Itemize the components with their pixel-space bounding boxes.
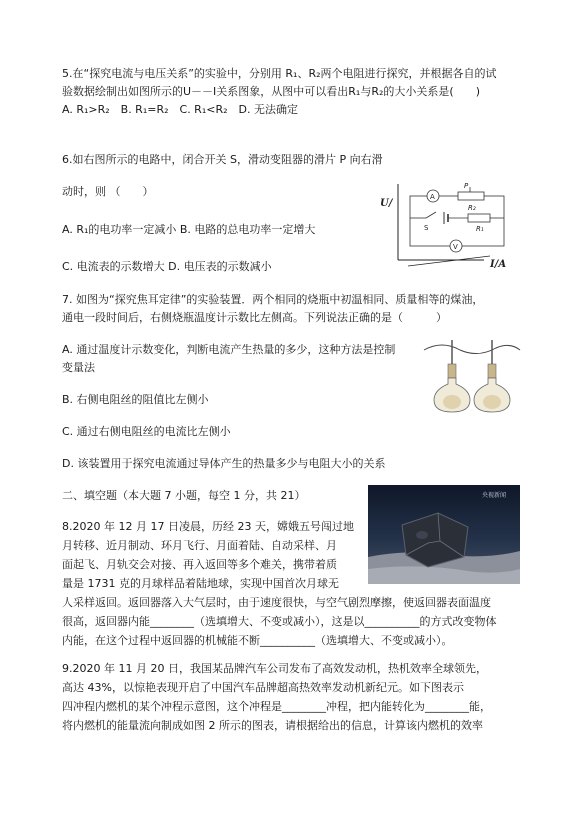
q5-stem-line2: 验数据绘制出如图所示的U－－I关系图象，从图中可以看出R₁与R₂的大小关系是( ) [62,85,480,98]
u-axis-label: U/ [380,198,393,209]
q9-line3: 四冲程内燃机的某个冲程示意图，这个冲程是________冲程，把内能转化为________能， [62,700,491,713]
r1-label: R₁ [476,225,484,233]
q5-stem-line1: 5.在“探究电流与电压关系”的实验中，分别用 R₁、R₂两个电阻进行探究，并根据各自的试 [62,67,497,80]
q7-option-a-line2: 变量法 [62,361,95,374]
lunar-capsule-photo [368,485,520,584]
switch-label: S [424,224,429,232]
resistor-r1 [468,214,490,222]
section-2-heading: 二、填空题（本大题 7 小题，每空 1 分，共 21） [62,489,306,502]
joule-law-apparatus-figure [422,336,522,416]
q7-option-b: B. 右侧电阻丝的阻值比左侧小 [62,393,209,406]
i-axis-label: I/A [490,259,507,270]
q8-line2: 月转移、近月制动、环月飞行、月面着陆、自动采样、月 [62,539,337,552]
slider-p-label: P [464,182,469,190]
q8-line6: 很高，返回器内能________（选填增大、不变或减小），这是以__________的方式改变物体 [62,615,497,628]
r2-label: R₂ [468,204,476,212]
q8-line4: 量是 1731 克的月球样品着陆地球，实现中国首次月球无 [62,577,339,590]
q6-options-ab: A. R₁的电功率一定减小 B. 电路的总电功率一定增大 [62,223,316,236]
q6-stem-line2: 动时，则 （ ） [62,185,154,198]
q7-option-a-line1: A. 通过温度计示数变化，判断电流产生热量的多少，这种方法是控制 [62,343,396,356]
q6-circuit-figure [372,178,522,270]
ammeter-label: A [430,193,435,201]
q8-line7: 内能，在这个过程中返回器的机械能不断__________（选填增大、不变或减小）。 [62,634,453,647]
wire [424,345,520,354]
q6-options-cd: C. 电流表的示数增大 D. 电压表的示数减小 [62,260,272,273]
left-flask [434,340,470,412]
q7-stem-line1: 7. 如图为“探究焦耳定律”的实验装置．两个相同的烧瓶中初温相同、质量相等的煤油， [62,293,484,306]
q8-line1: 8.2020 年 12 月 17 日凌晨，历经 23 天，嫦娥五号闯过地 [62,520,354,533]
q9-line2: 高达 43%，以惊艳表现开启了中国汽车品牌超高热效率发动机新纪元。如下图表示 [62,681,464,694]
q8-line5: 人采样返回。返回器落入大气层时，由于速度很快，与空气剧烈摩擦，使返回器表面温度 [62,596,491,609]
switch-s [426,212,436,218]
q5-options: A. R₁>R₂ B. R₁=R₂ C. R₁<R₂ D. 无法确定 [62,103,298,116]
q8-line3: 面起飞、月轨交会对接、再入返回等多个难关，携带着质 [62,558,337,571]
q6-stem-line1: 6.如右图所示的电路中，闭合开关 S，滑动变阻器的滑片 P 向右滑 [62,153,383,166]
q7-option-c: C. 通过右侧电阻丝的电流比左侧小 [62,425,231,438]
rheostat-r2 [458,192,484,200]
q9-line4: 将内燃机的能量流向制成如图 2 所示的图表，请根据给出的信息，计算该内燃机的效率 [62,719,483,732]
news-logo: 央视新闻 [482,492,507,499]
voltmeter-label: V [453,243,458,251]
q7-option-d: D. 该装置用于探究电流通过导体产生的热量多少与电阻大小的关系 [62,457,386,470]
right-flask [474,340,510,412]
q7-stem-line2: 通电一段时间后，右侧烧瓶温度计示数比左侧高。下列说法正确的是（ ） [62,311,447,324]
q9-line1: 9.2020 年 11 月 20 日，我国某品牌汽车公司发布了高效发动机，热机效率全球领先， [62,662,487,675]
